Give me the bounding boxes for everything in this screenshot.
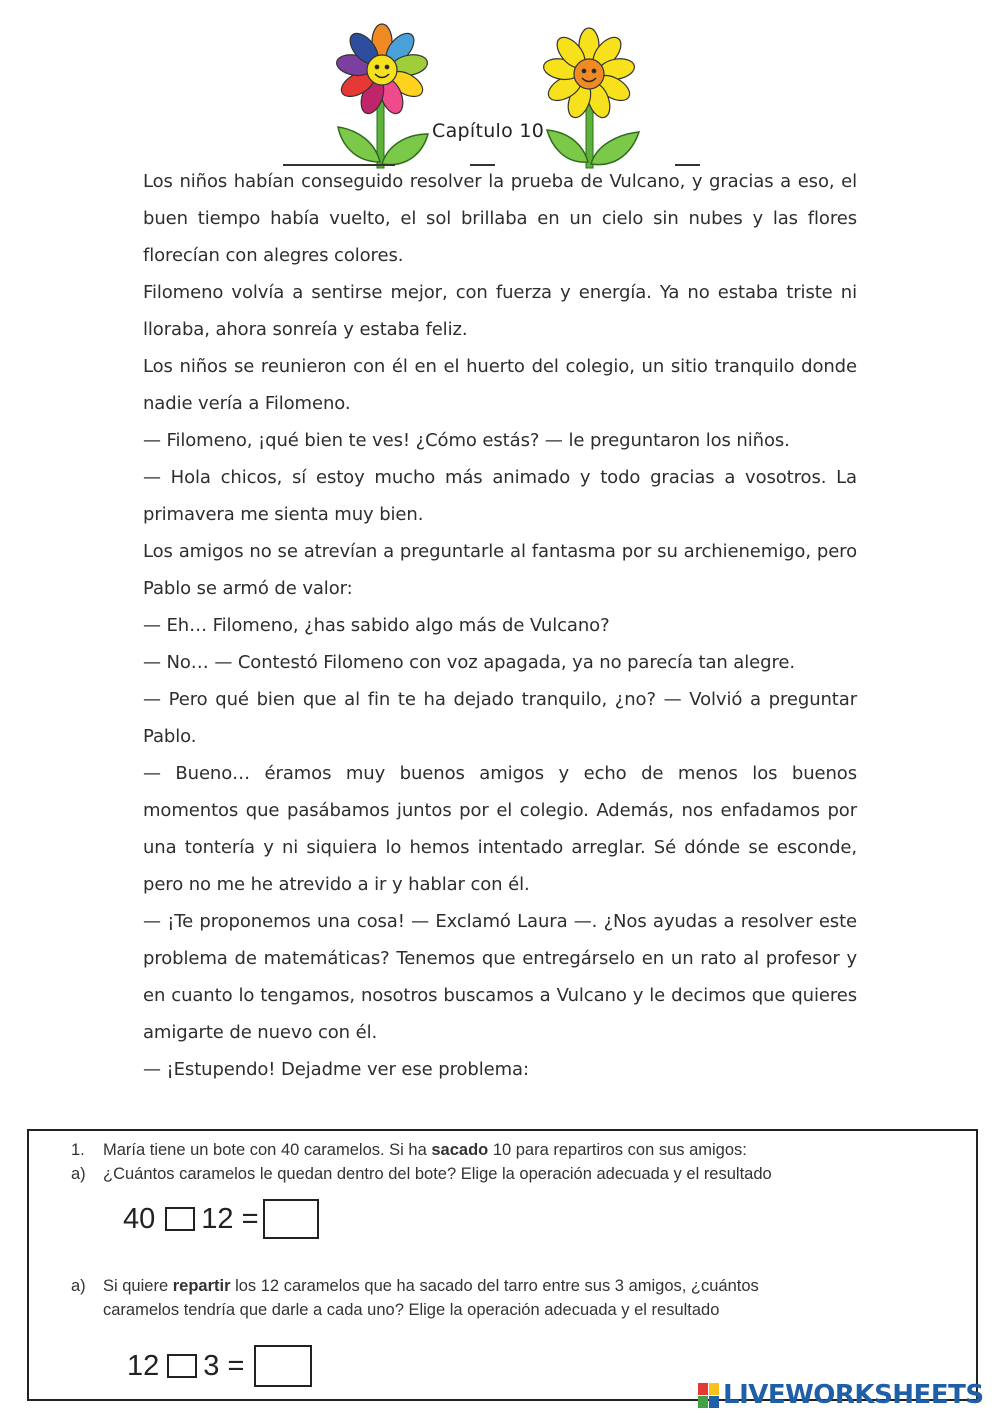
operator-input-box[interactable] [165,1207,195,1231]
story-paragraph: — No… — Contestó Filomeno con voz apagada, ya no parecía tan alegre. [143,652,795,673]
operand-left: 12 [127,1349,160,1382]
rainbow-flower-icon [335,24,429,168]
question-a: a) ¿Cuántos caramelos le quedan dentro del bote? Elige la operación adecuada y el resultado [71,1165,772,1183]
bold-keyword: sacado [431,1141,489,1159]
story-paragraph: — ¡Estupendo! Dejadme ver ese problema: [143,1059,529,1080]
question-b: a) Si quiere repartir los 12 caramelos que ha sacado del tarro entre sus 3 amigos, ¿cuántos [71,1277,759,1295]
operation-row-2 [127,1345,312,1387]
story-paragraph: Los niños habían conseguido resolver la prueba de Vulcano, y gracias a eso, el buen tiempo había vuelto, el sol brillaba en un cielo sin nubes y las flores florecían con alegres colores. [143,171,857,266]
operation-row-1 [123,1199,319,1239]
result-input-box[interactable] [263,1199,319,1239]
story-paragraph: — Eh… Filomeno, ¿has sabido algo más de Vulcano? [143,615,610,636]
operand-right: 12 = [201,1202,259,1235]
question-b-line2: caramelos tendría que darle a cada uno? Elige la operación adecuada y el resultado [103,1301,720,1319]
question-label: a) [71,1165,86,1183]
story-text [143,163,857,1088]
yellow-flower-icon [542,28,639,168]
question-1: 1. María tiene un bote con 40 caramelos. Si ha sacado 10 para repartiros con sus amigos: [71,1141,747,1159]
bold-keyword: repartir [172,1277,231,1295]
operand-left: 40 [123,1202,156,1235]
story-paragraph: — Hola chicos, sí estoy mucho más animado y todo gracias a vosotros. La primavera me sienta muy bien. [143,467,857,525]
logo-text: LIVEWORKSHEETS [723,1380,984,1410]
story-paragraph: Los niños se reunieron con él en el huerto del colegio, un sitio tranquilo donde nadie vería a Filomeno. [143,356,857,414]
exercise-box [27,1129,978,1401]
story-paragraph: — Filomeno, ¡qué bien te ves! ¿Cómo estás? — le preguntaron los niños. [143,430,790,451]
operator-input-box[interactable] [167,1354,197,1378]
logo-icon [698,1383,719,1408]
chapter-title: Capítulo 10 [432,120,545,142]
result-input-box[interactable] [254,1345,312,1387]
story-paragraph: — ¡Te proponemos una cosa! — Exclamó Laura —. ¿Nos ayudas a resolver este problema de matemáticas? Tenemos que entregárselo en un rato al profesor y en cuanto lo tengamos, nosotros buscamos a Vulcano y le decimos que quieres amigarte de nuevo con él. [143,911,857,1043]
story-paragraph: — Bueno… éramos muy buenos amigos y echo de menos los buenos momentos que pasábamos juntos por el colegio. Además, nos enfadamos por una tontería y ni siquiera lo hemos intentado arreglar. Sé dónde se esconde, pero no me he atrevido a ir y hablar con él. [143,763,857,895]
question-number: 1. [71,1141,85,1159]
story-paragraph: Los amigos no se atrevían a preguntarle al fantasma por su archienemigo, pero Pablo se armó de valor: [143,541,857,599]
story-paragraph: Filomeno volvía a sentirse mejor, con fuerza y energía. Ya no estaba triste ni lloraba, ahora sonreía y estaba feliz. [143,282,857,340]
operand-right: 3 = [203,1349,245,1382]
liveworksheets-logo [698,1380,984,1410]
question-label: a) [71,1277,86,1295]
header-flowers-illustration [283,12,703,172]
story-paragraph: — Pero qué bien que al fin te ha dejado tranquilo, ¿no? — Volvió a preguntar Pablo. [143,689,857,747]
